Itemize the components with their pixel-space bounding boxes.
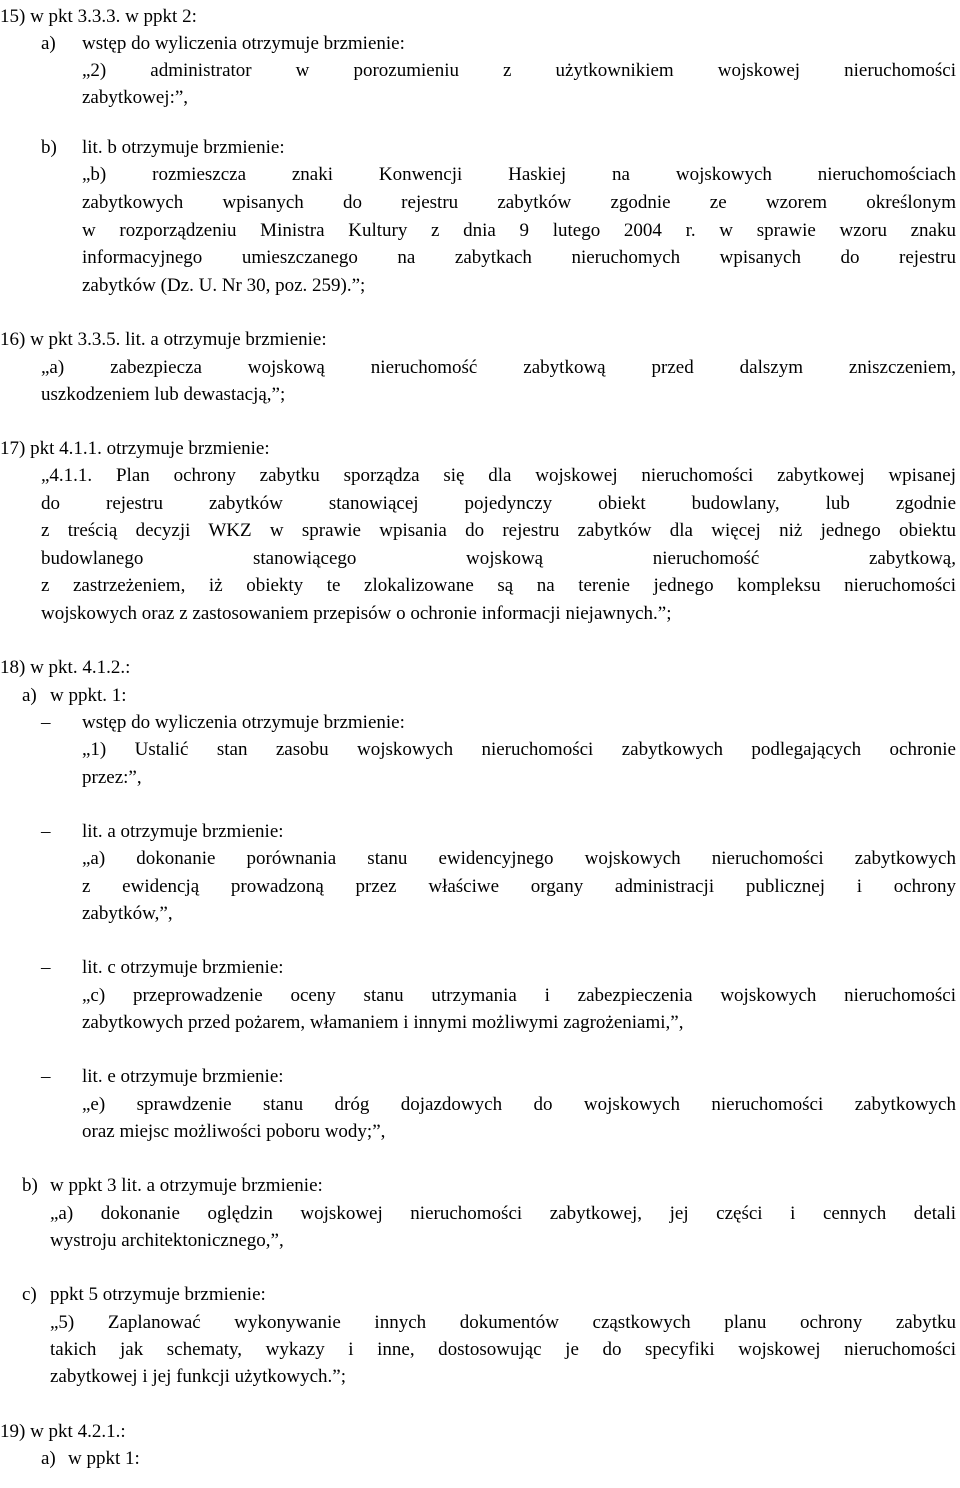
item-17-quote-line: do rejestru zabytków stanowiącej pojedynczy obiekt budowlany, lub zgodnie: [41, 493, 956, 514]
item-15-a-intro: wstęp do wyliczenia otrzymuje brzmienie:: [82, 33, 405, 54]
item-17-quote-line: budowlanego stanowiącego wojskową nieruchomość zabytkową,: [41, 548, 956, 569]
item-18-b-quote-line: wystroju architektonicznego,”,: [50, 1230, 284, 1251]
item-15-b-quote-line: informacyjnego umieszczanego na zabytkach nieruchomych wpisanych do rejestru: [82, 247, 956, 268]
item-18-a-dash1-quote-line: przez:”,: [82, 767, 142, 788]
item-15-b-label: b): [41, 137, 57, 158]
item-16-heading: 16) w pkt 3.3.5. lit. a otrzymuje brzmienie:: [0, 329, 327, 350]
dash-bullet: –: [41, 957, 51, 978]
item-18-c-quote-line: „5) Zaplanować wykonywanie innych dokumentów cząstkowych planu ochrony zabytku: [50, 1312, 956, 1333]
item-17-quote-line: wojskowych oraz z zastosowaniem przepisów o ochronie informacji niejawnych.”;: [41, 603, 672, 624]
item-18-a-dash2-quote-line: „a) dokonanie porównania stanu ewidencyjnego wojskowych nieruchomości zabytkowych: [82, 848, 956, 869]
item-18-a-dash3-quote-line: zabytkowych przed pożarem, włamaniem i innymi możliwymi zagrożeniami,”,: [82, 1012, 684, 1033]
item-18-a-dash4-quote-line: oraz miejsc możliwości poboru wody;”,: [82, 1121, 386, 1142]
item-17-quote-line: „4.1.1. Plan ochrony zabytku sporządza się dla wojskowej nieruchomości zabytkowej wpisanej: [41, 465, 956, 486]
item-18-a-text: w ppkt. 1:: [50, 685, 127, 706]
item-18-a-dash3-quote-line: „c) przeprowadzenie oceny stanu utrzymania i zabezpieczenia wojskowych nieruchomości: [82, 985, 956, 1006]
item-18-heading: 18) w pkt. 4.1.2.:: [0, 657, 131, 678]
dash-bullet: –: [41, 821, 51, 842]
item-18-c-label: c): [22, 1284, 37, 1305]
item-18-a-dash1-intro: wstęp do wyliczenia otrzymuje brzmienie:: [82, 712, 405, 733]
item-18-a-dash3-intro: lit. c otrzymuje brzmienie:: [82, 957, 284, 978]
item-18-c-quote-line: zabytkowej i jej funkcji użytkowych.”;: [50, 1366, 346, 1387]
item-18-b-label: b): [22, 1175, 38, 1196]
item-18-a-dash2-quote-line: zabytków,”,: [82, 903, 173, 924]
item-15-b-intro: lit. b otrzymuje brzmienie:: [82, 137, 285, 158]
item-19-a-text: w ppkt 1:: [68, 1448, 140, 1469]
item-15-b-quote-line: „b) rozmieszcza znaki Konwencji Haskiej na wojskowych nieruchomościach: [82, 164, 956, 185]
item-18-a-dash1-quote-line: „1) Ustalić stan zasobu wojskowych nieruchomości zabytkowych podlegających ochronie: [82, 739, 956, 760]
item-17-heading: 17) pkt 4.1.1. otrzymuje brzmienie:: [0, 438, 270, 459]
item-15-b-quote-line: w rozporządzeniu Ministra Kultury z dnia 9 lutego 2004 r. w sprawie wzoru znaku: [82, 220, 956, 241]
item-18-a-label: a): [22, 685, 37, 706]
item-17-quote-line: z zastrzeżeniem, iż obiekty te zlokalizowane są na terenie jednego kompleksu nieruchomości: [41, 575, 956, 596]
dash-bullet: –: [41, 712, 51, 733]
item-18-a-dash2-intro: lit. a otrzymuje brzmienie:: [82, 821, 284, 842]
item-15-a-label: a): [41, 33, 56, 54]
item-19-a-label: a): [41, 1448, 56, 1469]
item-18-b-text: w ppkt 3 lit. a otrzymuje brzmienie:: [50, 1175, 323, 1196]
item-15-a-quote-line: „2) administrator w porozumieniu z użytkownikiem wojskowej nieruchomości: [82, 60, 956, 81]
item-18-c-text: ppkt 5 otrzymuje brzmienie:: [50, 1284, 266, 1305]
item-16-quote-line: „a) zabezpiecza wojskową nieruchomość zabytkową przed dalszym zniszczeniem,: [41, 357, 956, 378]
item-15-heading: 15) w pkt 3.3.3. w ppkt 2:: [0, 6, 197, 27]
item-15-b-quote-line: zabytków (Dz. U. Nr 30, poz. 259).”;: [82, 275, 366, 296]
item-18-a-dash2-quote-line: z ewidencją prowadzoną przez właściwe organy administracji publicznej i ochrony: [82, 876, 956, 897]
dash-bullet: –: [41, 1066, 51, 1087]
item-17-quote-line: z treścią decyzji WKZ w sprawie wpisania do rejestru zabytków dla więcej niż jednego obiektu: [41, 520, 956, 541]
item-15-a-quote-line: zabytkowej:”,: [82, 87, 189, 108]
item-18-a-dash4-intro: lit. e otrzymuje brzmienie:: [82, 1066, 284, 1087]
item-19-heading: 19) w pkt 4.2.1.:: [0, 1421, 126, 1442]
item-18-c-quote-line: takich jak schematy, wykazy i inne, dostosowując je do specyfiki wojskowej nieruchomości: [50, 1339, 956, 1360]
item-16-quote-line: uszkodzeniem lub dewastacją,”;: [41, 384, 286, 405]
item-18-b-quote-line: „a) dokonanie oględzin wojskowej nieruchomości zabytkowej, jej części i cennych detali: [50, 1203, 956, 1224]
item-15-b-quote-line: zabytkowych wpisanych do rejestru zabytków zgodnie ze wzorem określonym: [82, 192, 956, 213]
item-18-a-dash4-quote-line: „e) sprawdzenie stanu dróg dojazdowych do wojskowych nieruchomości zabytkowych: [82, 1094, 956, 1115]
